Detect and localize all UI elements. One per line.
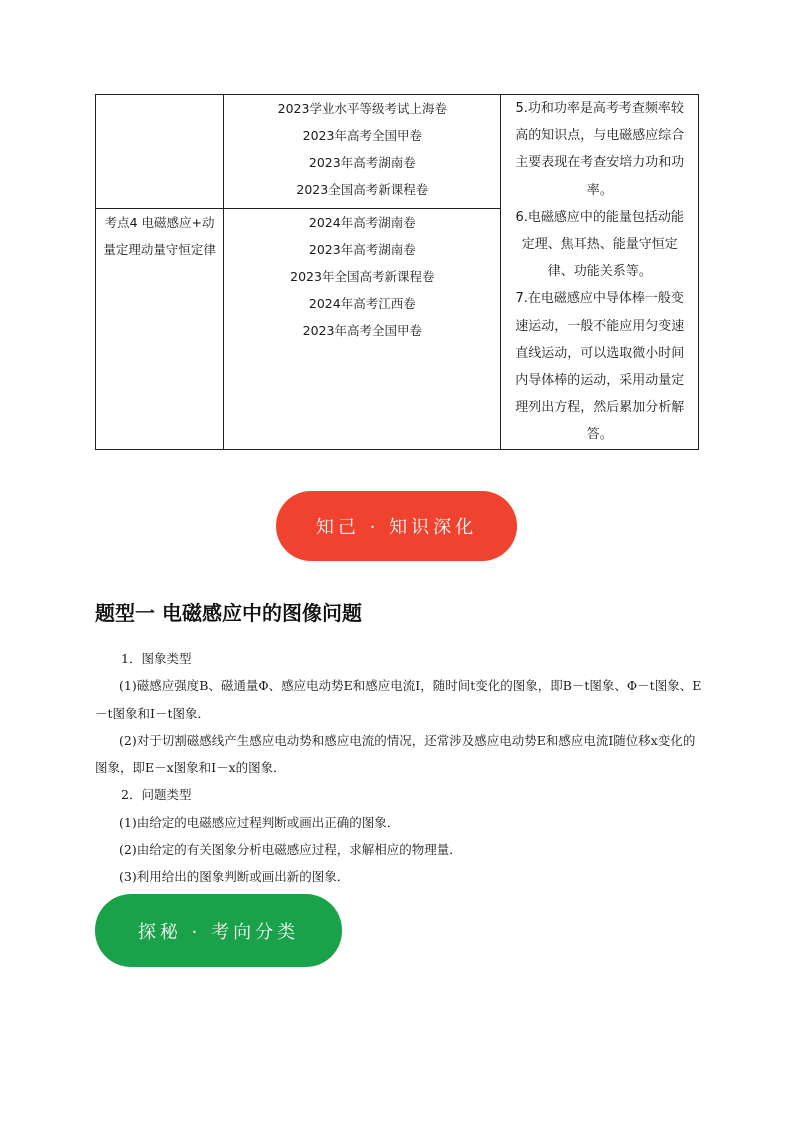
table-row [96,95,699,209]
subsection-title: 1．图象类型 [121,651,192,666]
sources-cell [224,95,501,209]
exam-table [95,94,699,450]
body-text [95,645,705,891]
note-item: 7.在电磁感应中导体棒一般变速运动，一般不能应用匀变速直线运动，可以选取微小时间内导体棒的运动，采用动量定理列出方程，然后累加分析解答。 [515,291,685,443]
point-cell: 考点4 电磁感应+动量定理动量守恒定律 [96,208,224,449]
source-item: 2024年高考湖南卷 [308,214,416,230]
source-item: 2023全国高考新课程卷 [296,182,429,197]
source-item: 2023年全国高考新课程卷 [290,268,435,284]
source-item: 2024年高考江西卷 [308,295,416,311]
source-item: 2023年高考全国甲卷 [302,128,422,143]
direction-banner-label: 探秘 · 考向分类 [137,921,300,943]
direction-banner [95,894,342,967]
source-item: 2023年高考湖南卷 [308,241,416,257]
notes-cell [501,95,699,450]
source-item: 2023年高考湖南卷 [308,155,416,170]
paragraph: (3)利用给出的图象判断或画出新的图象． [119,869,350,885]
source-item: 2023年高考全国甲卷 [302,322,422,338]
note-item: 6.电磁感应中的能量包括动能定理、焦耳热、能量守恒定律、功能关系等。 [515,209,684,280]
paragraph: (1)磁感应强度B、磁通量Φ、感应电动势E和感应电流I，随时间t变化的图象，即B－t图象、Φ－t图象、E－t图象和I－t图象． [95,678,702,721]
note-item: 5.功和功率是高考考查频率较高的知识点，与电磁感应综合主要表现在考查安培力功和功率。 [515,101,685,198]
point-cell [96,95,224,209]
section-heading: 题型一 电磁感应中的图像问题 [95,601,362,625]
source-item: 2023学业水平等级考试上海卷 [277,101,447,116]
paragraph: (1)由给定的电磁感应过程判断或画出正确的图象． [119,814,400,830]
paragraph: (2)对于切割磁感线产生感应电动势和感应电流的情况，还常涉及感应电动势E和感应电流I随位移x变化的图象，即E－x图象和I－x的图象． [95,732,696,776]
subsection-title: 2．问题类型 [121,787,192,803]
paragraph: (2)由给定的有关图象分析电磁感应过程，求解相应的物理量． [119,842,462,858]
knowledge-banner-label: 知己 · 知识深化 [315,517,478,538]
knowledge-banner [276,491,517,561]
sources-cell [224,208,501,449]
